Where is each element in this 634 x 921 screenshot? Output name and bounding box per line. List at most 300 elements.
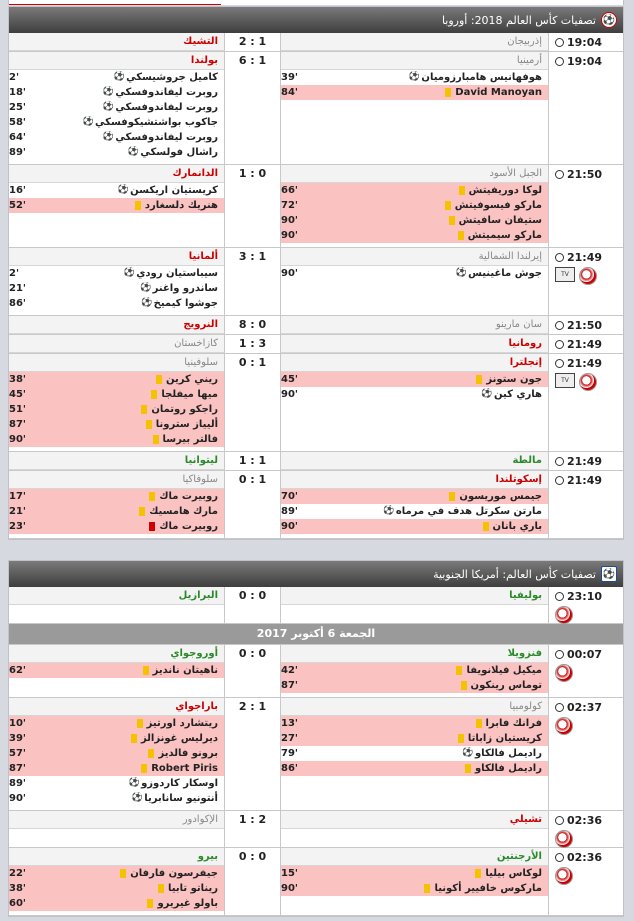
yellow-card-icon <box>153 435 159 444</box>
goal-icon: ⚽ <box>82 117 94 127</box>
away-team-name[interactable]: الجبل الأسود <box>281 165 548 183</box>
match-score[interactable]: 6 : 1 <box>225 52 281 164</box>
player-name: ريني كرين <box>166 374 218 385</box>
uefa-logo-icon: ⚽ <box>601 12 617 28</box>
home-team-cell <box>9 52 225 164</box>
home-team-cell <box>9 645 225 697</box>
home-team-name[interactable]: بيرو <box>9 848 224 866</box>
yellow-card-icon <box>458 734 464 743</box>
home-team-cell <box>9 248 225 315</box>
home-team-name[interactable]: باراجواي <box>9 698 224 716</box>
event-minute: 2' <box>9 268 20 279</box>
clock-icon <box>555 340 564 349</box>
match-row[interactable] <box>9 52 623 165</box>
goal-icon: ⚽ <box>123 268 135 278</box>
event-minute: 25' <box>9 102 26 113</box>
home-team-cell <box>9 335 225 353</box>
yellow-card-icon <box>131 734 137 743</box>
match-time-cell <box>549 645 623 697</box>
clock-icon <box>555 592 564 601</box>
away-team-cell <box>281 645 549 697</box>
home-team-cell <box>9 811 225 847</box>
event-row <box>281 731 548 746</box>
event-row <box>281 266 548 281</box>
match-score[interactable]: 0 : 0 <box>225 587 281 623</box>
event-row <box>9 716 224 731</box>
match-time: 21:49 <box>567 455 603 468</box>
tv-icon[interactable]: TV <box>555 267 575 282</box>
section-header <box>9 7 623 33</box>
match-row[interactable] <box>9 33 623 52</box>
yellow-card-icon <box>476 719 482 728</box>
date-band: الجمعة 6 أكتوبر 2017 <box>9 624 623 645</box>
player-name: روبرت ليفاندوفسكي <box>115 102 218 113</box>
section-header <box>9 561 623 587</box>
match-time-cell <box>549 811 623 847</box>
event-minute: 39' <box>9 733 26 744</box>
event-row <box>281 678 548 693</box>
match-time: 21:49 <box>567 474 603 487</box>
event-row <box>281 663 548 678</box>
match-score[interactable]: 1 : 3 <box>225 335 281 353</box>
goal-icon: ⚽ <box>102 102 114 112</box>
match-ball-icon[interactable] <box>555 830 573 848</box>
goal-icon: ⚽ <box>141 298 153 308</box>
player-name: روبرت ليفاندوفسكي <box>115 132 218 143</box>
match-row[interactable] <box>9 316 623 335</box>
player-name: أليياز سترونا <box>155 419 218 430</box>
clock-icon <box>555 853 564 862</box>
player-name: روبرت ليفاندوفسكي <box>115 87 218 98</box>
match-time-cell <box>549 248 623 315</box>
away-team-name[interactable]: أرمينيا <box>281 52 548 70</box>
away-team-cell <box>281 33 549 51</box>
away-team-cell <box>281 471 549 538</box>
player-name: كريستيان اريكسن <box>130 185 218 196</box>
event-row <box>9 489 224 504</box>
goal-icon: ⚽ <box>455 268 467 278</box>
goal-icon: ⚽ <box>408 72 421 82</box>
goal-icon: ⚽ <box>117 185 129 195</box>
player-name: كاميل جروشيسكي <box>126 72 218 83</box>
match-row[interactable] <box>9 587 623 624</box>
event-row <box>281 213 548 228</box>
player-name: ساندرو واغنر <box>152 283 218 294</box>
player-name: لوكاس بيليا <box>485 868 542 879</box>
player-name: هنريك دلسغارد <box>144 200 218 211</box>
event-row <box>9 387 224 402</box>
player-name: ماركو سيميتش <box>467 230 542 241</box>
event-minute: 38' <box>9 883 26 894</box>
match-time: 21:49 <box>567 338 603 351</box>
player-name: جوش ماغينيس <box>468 268 542 279</box>
clock-icon <box>555 816 564 825</box>
conmebol-logo-icon: ⚽ <box>601 566 617 582</box>
away-team-cell <box>281 452 549 470</box>
player-name: ديرليس غونزالز <box>140 733 218 744</box>
event-minute: 10' <box>9 718 26 729</box>
event-row <box>9 198 224 213</box>
event-row <box>281 372 548 387</box>
home-team-cell <box>9 471 225 538</box>
match-row[interactable] <box>9 248 623 316</box>
event-minute: 62' <box>9 665 26 676</box>
away-team-name[interactable]: إيرلندا الشمالية <box>281 248 548 266</box>
event-row <box>9 372 224 387</box>
event-minute: 45' <box>281 374 298 385</box>
away-team-name[interactable]: تشيلي <box>281 811 548 829</box>
away-team-name[interactable]: مالطة <box>281 452 548 470</box>
goal-icon: ⚽ <box>127 147 139 157</box>
match-time-cell <box>549 335 623 353</box>
event-minute: 17' <box>9 491 26 502</box>
match-row[interactable] <box>9 354 623 452</box>
away-team-name[interactable]: سان مارينو <box>281 316 548 334</box>
event-row <box>281 761 548 776</box>
event-minute: 22' <box>9 868 26 879</box>
goal-icon: ⚽ <box>131 793 143 803</box>
home-team-name[interactable]: النرويج <box>9 316 224 334</box>
match-time: 02:36 <box>567 814 603 827</box>
yellow-card-icon <box>151 390 157 399</box>
player-name: هوفهانيس هامبارزوميان <box>421 72 542 83</box>
event-row <box>281 489 548 504</box>
match-score[interactable]: 0 : 1 <box>225 471 281 538</box>
yellow-card-icon <box>156 375 162 384</box>
match-row[interactable] <box>9 335 623 354</box>
match-time: 21:49 <box>567 357 603 370</box>
clock-icon <box>555 457 564 466</box>
event-row <box>9 432 224 447</box>
match-time-cell <box>549 471 623 538</box>
home-team-name[interactable]: الدانمارك <box>9 165 224 183</box>
away-team-name[interactable]: إسكوتلندا <box>281 471 548 489</box>
away-team-name[interactable]: بوليفيا <box>281 587 548 605</box>
home-team-cell <box>9 587 225 623</box>
yellow-card-icon <box>149 492 155 501</box>
player-name: روبيرت ماك <box>159 491 218 502</box>
event-row <box>281 183 548 198</box>
player-name: ميكيل فيلانويفا <box>466 665 542 676</box>
match-ball-icon[interactable] <box>555 717 573 735</box>
event-row <box>9 791 224 806</box>
event-row <box>281 746 548 761</box>
match-row[interactable] <box>9 452 623 471</box>
home-team-name[interactable]: الإكوادور <box>9 811 224 829</box>
yellow-card-icon <box>465 764 471 773</box>
event-minute: 23' <box>9 521 26 532</box>
yellow-card-icon <box>445 88 451 97</box>
match-score[interactable]: 2 : 1 <box>225 33 281 51</box>
away-team-name[interactable]: كولومبيا <box>281 698 548 716</box>
home-team-name[interactable]: بولندا <box>9 52 224 70</box>
match-score[interactable]: 0 : 0 <box>225 848 281 915</box>
yellow-card-icon <box>445 201 451 210</box>
player-name: ميها ميفلجا <box>161 389 218 400</box>
red-card-icon <box>149 522 155 531</box>
match-time-cell <box>549 33 623 51</box>
event-minute: 27' <box>281 733 298 744</box>
event-row <box>281 716 548 731</box>
clock-icon <box>555 321 564 330</box>
event-row <box>9 183 224 198</box>
match-score[interactable]: 1 : 2 <box>225 811 281 847</box>
match-row[interactable] <box>9 165 623 248</box>
match-time: 19:04 <box>567 55 603 68</box>
match-time-cell <box>549 848 623 915</box>
south-america-qualifiers-panel <box>8 560 624 917</box>
clock-icon <box>555 703 564 712</box>
event-row <box>281 866 548 881</box>
match-time-cell <box>549 354 623 451</box>
goal-icon: ⚽ <box>113 72 125 82</box>
event-minute: 66' <box>281 185 298 196</box>
player-name: جاكوب بواشتشيكوفسكي <box>95 117 218 128</box>
event-minute: 13' <box>281 718 298 729</box>
match-time: 21:50 <box>567 319 603 332</box>
goal-icon: ⚽ <box>481 389 493 399</box>
player-name: باري بانان <box>492 521 542 532</box>
away-team-cell <box>281 698 549 810</box>
home-team-cell <box>9 316 225 334</box>
home-team-cell <box>9 848 225 915</box>
event-row <box>281 198 548 213</box>
tv-icon[interactable]: TV <box>555 373 575 388</box>
match-time-cell <box>549 587 623 623</box>
event-minute: 89' <box>281 506 298 517</box>
event-row <box>9 776 224 791</box>
match-ball-icon[interactable] <box>579 267 597 285</box>
event-row <box>9 130 224 145</box>
yellow-card-icon <box>135 201 141 210</box>
event-minute: 86' <box>9 298 26 309</box>
away-team-cell <box>281 316 549 334</box>
event-row <box>9 896 224 911</box>
home-team-cell <box>9 33 225 51</box>
yellow-card-icon <box>120 869 126 878</box>
match-ball-icon[interactable] <box>555 606 573 624</box>
match-row[interactable] <box>9 471 623 539</box>
event-row <box>281 228 548 243</box>
event-minute: 21' <box>9 506 26 517</box>
match-score[interactable]: 3 : 1 <box>225 248 281 315</box>
event-row <box>9 85 224 100</box>
match-row[interactable] <box>9 698 623 811</box>
event-row <box>9 115 224 130</box>
home-team-name[interactable]: كازاخستان <box>9 335 224 353</box>
match-time: 02:36 <box>567 851 603 864</box>
match-time-cell <box>549 316 623 334</box>
event-minute: 57' <box>9 748 26 759</box>
player-name: جون ستونز <box>486 374 542 385</box>
match-time-cell <box>549 165 623 247</box>
player-name: سيباستيان رودي <box>136 268 218 279</box>
match-row[interactable] <box>9 848 623 916</box>
player-name: ريتشارد اورتيز <box>146 718 218 729</box>
player-name: لوكا دوريفيتش <box>468 185 542 196</box>
player-name: باولو غيريرو <box>157 898 218 909</box>
match-score[interactable]: 0 : 0 <box>225 645 281 697</box>
goal-icon: ⚽ <box>140 283 152 293</box>
yellow-card-icon <box>483 522 489 531</box>
yellow-card-icon <box>146 420 152 429</box>
event-row <box>9 296 224 311</box>
event-row <box>9 70 224 85</box>
home-team-name[interactable]: أوروجواي <box>9 645 224 663</box>
player-name: ماركوس خافيير أكونيا <box>434 883 542 894</box>
match-ball-icon[interactable] <box>555 867 573 885</box>
event-minute: 15' <box>281 868 298 879</box>
yellow-card-icon <box>137 719 143 728</box>
match-score[interactable]: 2 : 1 <box>225 698 281 810</box>
event-minute: 89' <box>9 147 26 158</box>
event-minute: 87' <box>281 680 298 691</box>
player-name: راشال فولسكي <box>140 147 218 158</box>
match-score[interactable]: 8 : 0 <box>225 316 281 334</box>
event-minute: 90' <box>281 883 298 894</box>
event-minute: 89' <box>9 778 26 789</box>
europe-qualifiers-panel <box>8 6 624 540</box>
match-time: 21:49 <box>567 251 603 264</box>
clock-icon <box>555 170 564 179</box>
player-name: توماس رينكون <box>470 680 542 691</box>
player-name: هاري كين <box>494 389 542 400</box>
player-name: أنتونيو سانابريا <box>144 793 218 804</box>
player-name: راديمل فالكاو <box>474 763 542 774</box>
away-team-name[interactable]: إذربيجان <box>281 33 548 51</box>
home-team-name[interactable]: سلوفينيا <box>9 354 224 372</box>
event-row <box>9 519 224 534</box>
away-team-cell <box>281 587 549 623</box>
event-row <box>281 881 548 896</box>
event-minute: 70' <box>281 491 298 502</box>
match-row[interactable] <box>9 811 623 848</box>
match-ball-icon[interactable] <box>579 373 597 391</box>
yellow-card-icon <box>141 764 147 773</box>
player-name: برونو فالديز <box>158 748 218 759</box>
away-team-cell <box>281 52 549 164</box>
away-team-name[interactable]: رومانيا <box>281 335 548 353</box>
event-row <box>281 519 548 534</box>
event-row <box>281 70 548 85</box>
player-name: روبيرت ماك <box>159 521 218 532</box>
yellow-card-icon <box>148 749 154 758</box>
event-minute: 84' <box>281 87 298 98</box>
match-time: 02:37 <box>567 701 603 714</box>
player-name: ناهيتان نانديز <box>152 665 218 676</box>
event-row <box>9 145 224 160</box>
section-title[interactable]: تصفيات كأس العالم: أمريكا الجنوبية <box>433 567 596 581</box>
match-row[interactable] <box>9 645 623 698</box>
yellow-card-icon <box>449 492 455 501</box>
event-minute: 16' <box>9 185 26 196</box>
away-team-cell <box>281 165 549 247</box>
event-minute: 90' <box>281 230 298 241</box>
home-team-cell <box>9 698 225 810</box>
yellow-card-icon <box>158 884 164 893</box>
event-minute: 58' <box>9 117 26 128</box>
player-name: Robert Piris <box>151 763 218 774</box>
clock-icon <box>555 359 564 368</box>
match-time: 00:07 <box>567 648 603 661</box>
goal-icon: ⚽ <box>462 748 474 758</box>
away-team-name[interactable]: إنجلترا <box>281 354 548 372</box>
match-score[interactable]: 1 : 0 <box>225 165 281 247</box>
match-ball-icon[interactable] <box>555 664 573 682</box>
match-time-cell <box>549 698 623 810</box>
event-row <box>281 85 548 100</box>
home-team-name[interactable]: سلوفاكيا <box>9 471 224 489</box>
match-score[interactable]: 1 : 1 <box>225 452 281 470</box>
event-minute: 52' <box>9 200 26 211</box>
yellow-card-icon <box>476 375 482 384</box>
event-minute: 90' <box>281 268 298 279</box>
event-minute: 87' <box>9 763 26 774</box>
player-name: ماركو فيسوفيتش <box>454 200 542 211</box>
match-time-cell <box>549 52 623 164</box>
event-row <box>9 402 224 417</box>
event-row <box>9 100 224 115</box>
event-row <box>281 387 548 402</box>
goal-icon: ⚽ <box>102 87 114 97</box>
event-minute: 2' <box>9 72 20 83</box>
event-minute: 21' <box>9 283 26 294</box>
yellow-card-icon <box>143 666 149 675</box>
yellow-card-icon <box>449 216 455 225</box>
event-minute: 42' <box>281 665 298 676</box>
home-team-name[interactable]: ألمانيا <box>9 248 224 266</box>
event-minute: 79' <box>281 748 298 759</box>
event-row <box>9 731 224 746</box>
goal-icon: ⚽ <box>102 132 114 142</box>
goal-icon: ⚽ <box>128 778 140 788</box>
home-team-cell <box>9 354 225 451</box>
event-minute: 87' <box>9 419 26 430</box>
event-minute: 38' <box>9 374 26 385</box>
clock-icon <box>555 38 564 47</box>
match-time: 21:50 <box>567 168 603 181</box>
away-team-cell <box>281 335 549 353</box>
yellow-card-icon <box>475 869 481 878</box>
match-score[interactable]: 0 : 1 <box>225 354 281 451</box>
event-row <box>281 504 548 519</box>
event-minute: 90' <box>9 434 26 445</box>
event-row <box>9 417 224 432</box>
section-title[interactable]: تصفيات كأس العالم 2018: أوروبا <box>441 13 596 27</box>
event-row <box>9 761 224 776</box>
away-team-name[interactable]: فنزويلا <box>281 645 548 663</box>
away-team-cell <box>281 848 549 915</box>
event-row <box>9 504 224 519</box>
event-minute: 90' <box>281 389 298 400</box>
home-team-name[interactable]: التشيك <box>9 33 224 51</box>
home-team-name[interactable]: ليتوانيا <box>9 452 224 470</box>
event-minute: 90' <box>281 521 298 532</box>
away-team-name[interactable]: الأرجنتين <box>281 848 548 866</box>
yellow-card-icon <box>147 899 153 908</box>
home-team-name[interactable]: البرازيل <box>9 587 224 605</box>
player-name: ريناتو تابيا <box>168 883 218 894</box>
event-minute: 18' <box>9 87 26 98</box>
clock-icon <box>555 650 564 659</box>
away-team-cell <box>281 354 549 451</box>
away-team-cell <box>281 811 549 847</box>
player-name: ستيفان سافيتش <box>458 215 542 226</box>
match-time: 23:10 <box>567 590 603 603</box>
away-team-cell <box>281 248 549 315</box>
clock-icon <box>555 476 564 485</box>
event-row <box>9 266 224 281</box>
